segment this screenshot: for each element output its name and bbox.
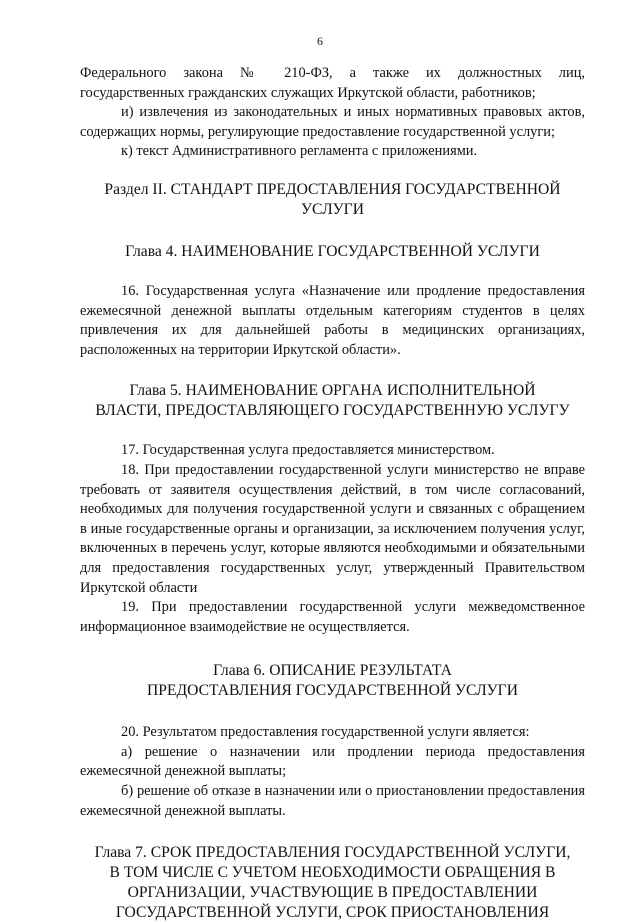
item-k: к) текст Административного регламента с приложениями. bbox=[121, 143, 478, 160]
section-2-title-line-1: Раздел II. СТАНДАРТ ПРЕДОСТАВЛЕНИЯ ГОСУДАРСТВЕННОЙ bbox=[104, 180, 561, 198]
document-body bbox=[80, 64, 585, 923]
paragraph-18: 18. При предоставлении государственной услуги министерство не вправе требовать от заявителя осуществления действий, в том числе согласований, необходимых для получения государственной услуги и связанных с обращением в иные государственные органы и организации, за исключением получения услуг, включенных в перечень услуг, которые являются необходимыми и обязательными для предоставления государственных услуг, утвержденный Правительством Иркутской области bbox=[80, 461, 585, 596]
paragraph-16: 16. Государственная услуга «Назначение или продление предоставления ежемесячной денежной выплаты отдельным категориям студентов в целях привлечения их для дальнейшей работы в медицинских организациях, расположенных на территории Иркутской области». bbox=[80, 282, 585, 358]
section-2-title-line-2: УСЛУГИ bbox=[301, 200, 364, 218]
item-b: б) решение об отказе в назначении или о приостановлении предоставления ежемесячной денежной выплаты. bbox=[80, 783, 585, 819]
chapter-4-title: Глава 4. НАИМЕНОВАНИЕ ГОСУДАРСТВЕННОЙ УСЛУГИ bbox=[125, 242, 540, 260]
spacer bbox=[80, 701, 585, 723]
spacer bbox=[80, 421, 585, 441]
spacer bbox=[80, 220, 585, 242]
chapter-7-title-line-3: ОРГАНИЗАЦИИ, УЧАСТВУЮЩИЕ В ПРЕДОСТАВЛЕНИИ bbox=[127, 884, 538, 902]
spacer bbox=[80, 637, 585, 661]
intro-line-2: государственных гражданских служащих Иркутской области, работников; bbox=[80, 84, 536, 101]
chapter-5-title-line-2: ВЛАСТИ, ПРЕДОСТАВЛЯЮЩЕГО ГОСУДАРСТВЕННУЮ УСЛУГУ bbox=[95, 402, 570, 420]
chapter-7-title-line-2: В ТОМ ЧИСЛЕ С УЧЕТОМ НЕОБХОДИМОСТИ ОБРАЩЕНИЯ В bbox=[109, 864, 556, 882]
item-i: и) извлечения из законодательных и иных нормативных правовых актов, содержащих нормы, регулирующие предоставление государственной услуги; bbox=[80, 104, 585, 140]
paragraph-20: 20. Результатом предоставления государственной услуги является: bbox=[121, 724, 530, 741]
spacer bbox=[80, 262, 585, 282]
chapter-7-title-line-4: ГОСУДАРСТВЕННОЙ УСЛУГИ, СРОК ПРИОСТАНОВЛЕНИЯ bbox=[115, 904, 550, 922]
spacer bbox=[80, 821, 585, 843]
chapter-6-title-line-2: ПРЕДОСТАВЛЕНИЯ ГОСУДАРСТВЕННОЙ УСЛУГИ bbox=[147, 682, 518, 700]
paragraph-19: 19. При предоставлении государственной услуги межведомственное информационное взаимодействие не осуществляется. bbox=[80, 599, 585, 635]
chapter-7-title-line-1: Глава 7. СРОК ПРЕДОСТАВЛЕНИЯ ГОСУДАРСТВЕННОЙ УСЛУГИ, bbox=[94, 844, 571, 862]
spacer bbox=[80, 360, 585, 381]
item-a: а) решение о назначении или продлении периода предоставления ежемесячной денежной выплаты; bbox=[80, 743, 585, 780]
paragraph-17: 17. Государственная услуга предоставляется министерством. bbox=[121, 442, 495, 459]
chapter-5-title-line-1: Глава 5. НАИМЕНОВАНИЕ ОРГАНА ИСПОЛНИТЕЛЬНОЙ bbox=[129, 382, 536, 400]
spacer bbox=[80, 162, 585, 180]
chapter-6-title-line-1: Глава 6. ОПИСАНИЕ РЕЗУЛЬТАТА bbox=[213, 662, 452, 680]
intro-line-1: Федерального закона № 210-ФЗ, а также их должностных лиц, bbox=[80, 65, 585, 81]
page-number: 6 bbox=[317, 34, 323, 48]
